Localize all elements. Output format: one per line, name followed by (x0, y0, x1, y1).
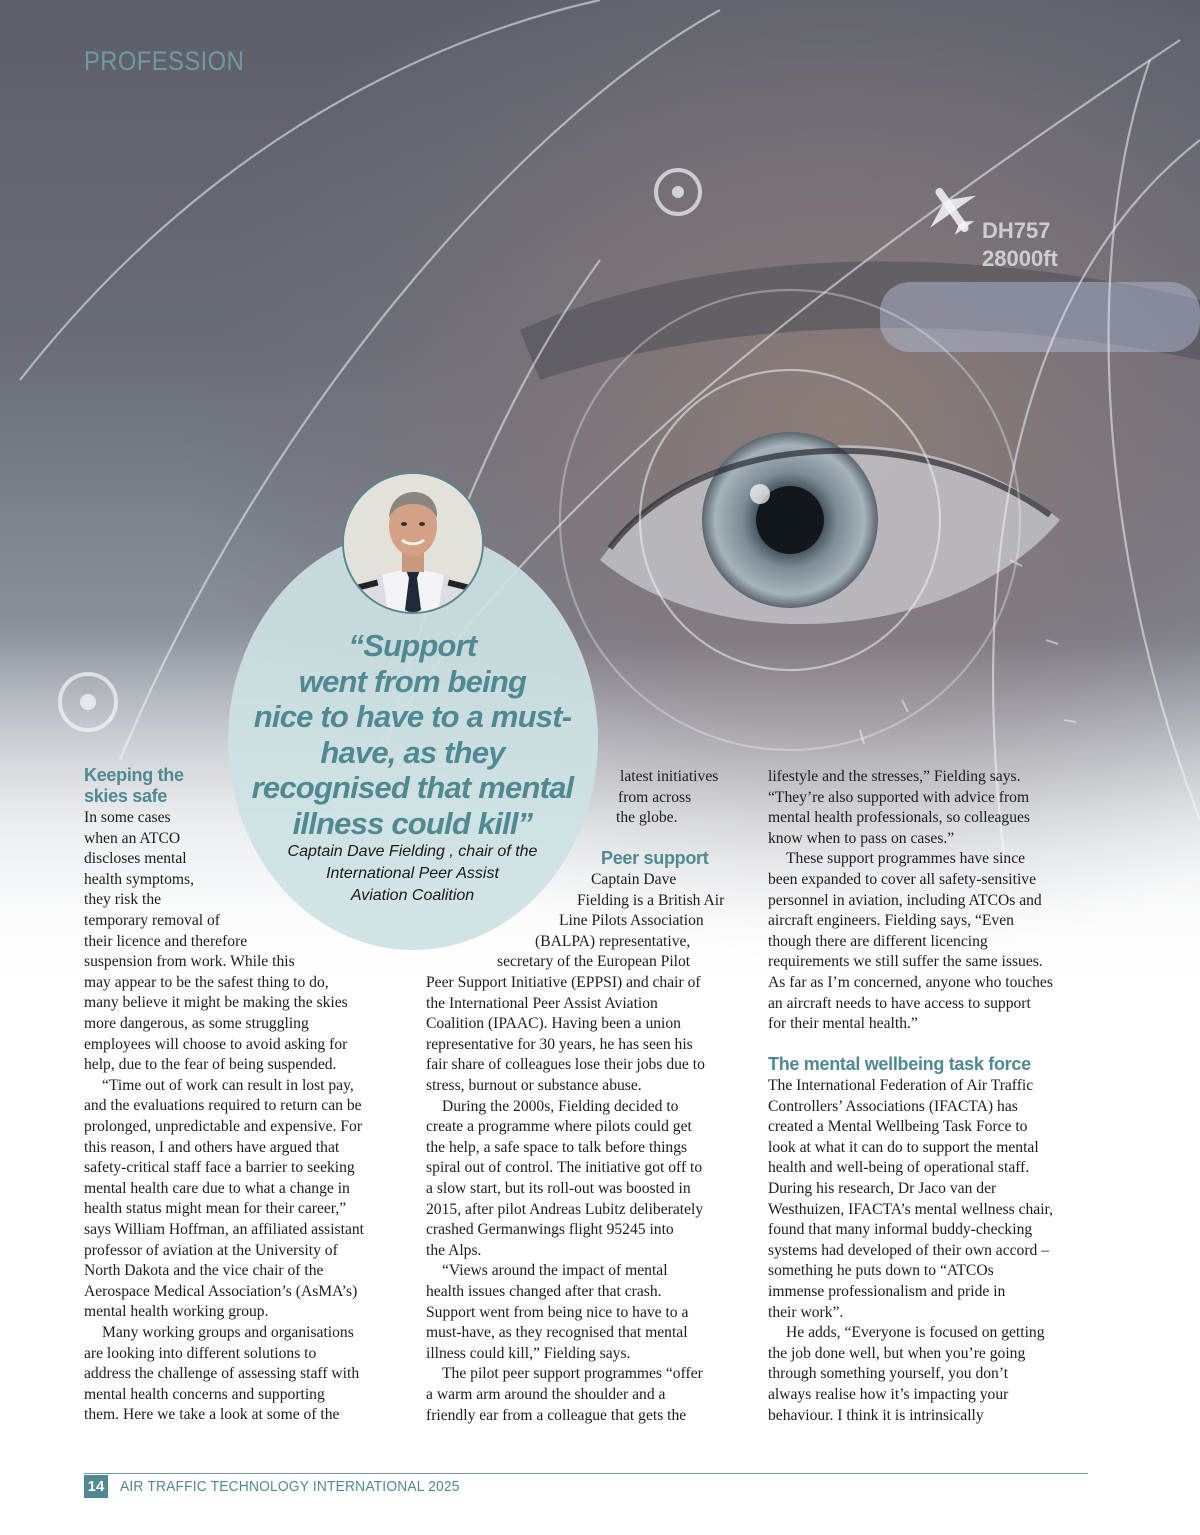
text-line: Coalition (IPAAC). Having been a union (426, 1015, 681, 1033)
text-line: mental health professionals, so colleagues (768, 809, 1030, 827)
text-line: the International Peer Assist Aviation (426, 994, 658, 1012)
text-line: discloses mental (84, 850, 187, 868)
section-heading: skies safe (84, 786, 168, 806)
text-line: the help, a safe space to talk before things (426, 1138, 688, 1156)
publication-title: AIR TRAFFIC TECHNOLOGY INTERNATIONAL 2025 (120, 1478, 460, 1495)
pull-quote-credit (265, 841, 560, 907)
pull-quote-line: have, as they (320, 734, 505, 770)
text-line: are looking into different solutions to (84, 1344, 317, 1362)
text-line: The International Federation of Air Traffic (768, 1077, 1034, 1094)
text-line: friendly ear from a colleague that gets the (426, 1406, 687, 1424)
text-line: for their mental health.” (768, 1015, 918, 1033)
text-line: systems had developed of their own accord – (768, 1241, 1050, 1259)
text-line: Many working groups and organisations (102, 1324, 354, 1341)
text-line: safety-critical staff face a barrier to seeking (84, 1159, 355, 1177)
text-line: Controllers’ Associations (IFACTA) has (768, 1097, 1018, 1115)
text-line: Peer Support Initiative (EPPSI) and chair of (426, 974, 701, 991)
pull-quote-line: went from being (298, 663, 527, 699)
text-line: address the challenge of assessing staff with (84, 1365, 360, 1383)
text-line: aircraft engineers. Fielding says, “Even (768, 912, 1014, 930)
text-line: The pilot peer support programmes “offer (442, 1365, 703, 1383)
text-line: Fielding is a British Air (577, 891, 725, 909)
section-heading: The mental wellbeing task force (768, 1054, 1031, 1074)
pull-quote-text (245, 628, 580, 841)
text-line: Support went from being nice to have to a (426, 1303, 689, 1321)
text-line: created a Mental Wellbeing Task Force to (768, 1118, 1028, 1136)
text-line: lifestyle and the stresses,” Fielding says. (768, 768, 1021, 785)
text-line: mental health care due to what a change in (84, 1179, 350, 1197)
text-line: These support programmes have since (786, 850, 1026, 868)
pull-quote-line: illness could kill” (292, 805, 533, 841)
text-line: During the 2000s, Fielding decided to (442, 1097, 679, 1115)
text-line: been expanded to cover all safety-sensitive (768, 871, 1037, 888)
text-line: they risk the (84, 891, 162, 909)
text-line: health and well-being of operational staff. (768, 1159, 1030, 1177)
text-line: suspension from work. While this (84, 953, 295, 971)
text-line: must-have, as they recognised that mental (426, 1324, 688, 1342)
text-line: the globe. (616, 809, 678, 827)
section-label: PROFESSION (84, 46, 245, 76)
footer-rule (84, 1473, 1088, 1474)
text-line: health status might mean for their career,” (84, 1200, 347, 1218)
text-line: representative for 30 years, he has seen his (426, 1035, 693, 1053)
text-line: “Views around the impact of mental (442, 1262, 668, 1280)
pull-quote-credit-line: Captain Dave Fielding , chair of the (287, 843, 538, 860)
portrait-photo (342, 472, 484, 614)
text-line: know when to pass on cases.” (768, 829, 955, 847)
text-line: personnel in aviation, including ATCOs and (768, 891, 1042, 909)
text-line: “Time out of work can result in lost pay, (102, 1076, 354, 1094)
text-line: through something yourself, you don’t (768, 1365, 1009, 1383)
text-line: Captain Dave (591, 871, 677, 888)
text-line: “They’re also supported with advice from (768, 788, 1030, 806)
text-line: create a programme where pilots could get (426, 1118, 692, 1136)
hud-label-flight: DH757 (982, 218, 1051, 243)
text-line: and the evaluations required to return can be (84, 1097, 362, 1115)
text-line: many believe it might be making the skies (84, 994, 348, 1012)
text-line: crashed Germanwings flight 95245 into (426, 1221, 674, 1239)
text-line: help, due to the fear of being suspended. (84, 1056, 337, 1074)
text-line: says William Hoffman, an affiliated assistant (84, 1221, 365, 1238)
text-line: In some cases (84, 809, 171, 826)
text-line: 2015, after pilot Andreas Lubitz deliberately (426, 1200, 704, 1218)
text-line: a slow start, but its roll-out was boosted in (426, 1180, 691, 1197)
text-line: As far as I’m concerned, anyone who touches (768, 974, 1053, 991)
text-line: their work”. (768, 1303, 844, 1321)
text-line: health symptoms, (84, 870, 195, 888)
text-line: the Alps. (426, 1241, 482, 1259)
text-line: illness could kill,” Fielding says. (426, 1344, 631, 1362)
section-heading: Keeping the (84, 765, 184, 785)
text-line: North Dakota and the vice chair of the (84, 1262, 324, 1280)
section-heading: Peer support (601, 848, 709, 868)
hud-label-altitude: 28000ft (982, 246, 1058, 271)
text-line: them. Here we take a look at some of the (84, 1406, 340, 1424)
text-line: Aerospace Medical Association’s (AsMA’s) (84, 1282, 358, 1300)
text-line: more dangerous, as some struggling (84, 1015, 309, 1032)
text-line: this reason, I and others have argued that (84, 1138, 340, 1156)
text-line: when an ATCO (84, 829, 181, 847)
text-line: fair share of colleagues lose their jobs due to (426, 1056, 705, 1074)
text-line: professor of aviation at the University of (84, 1241, 338, 1259)
text-line: look at what it can do to support the mental (768, 1138, 1039, 1156)
text-line: temporary removal of (84, 912, 220, 929)
text-line: Westhuizen, IFACTA’s mental wellness chair, (768, 1200, 1054, 1218)
text-line: an aircraft needs to have access to support (768, 994, 1031, 1012)
text-line: behaviour. I think it is intrinsically (768, 1406, 984, 1424)
pull-quote-line: nice to have to a must- (253, 699, 572, 734)
text-line: something he puts down to “ATCOs (768, 1262, 994, 1280)
text-line: He adds, “Everyone is focused on getting (786, 1324, 1045, 1342)
text-line: always realise how it’s impacting your (768, 1386, 1009, 1403)
text-line: immense professionalism and pride in (768, 1283, 1006, 1300)
pull-quote-credit-line: Aviation Coalition (350, 887, 475, 904)
text-line: a warm arm around the shoulder and a (426, 1386, 666, 1403)
text-line: stress, burnout or substance abuse. (426, 1077, 642, 1094)
text-line: from across (618, 788, 692, 806)
pull-quote-credit-line: International Peer Assist (326, 865, 499, 882)
text-line: secretary of the European Pilot (497, 953, 691, 971)
text-line: spiral out of control. The initiative got off to (426, 1159, 703, 1177)
pull-quote-line: “Support (348, 628, 477, 663)
text-line: (BALPA) representative, (535, 932, 691, 950)
text-line: mental health concerns and supporting (84, 1385, 325, 1403)
page-number: 14 (84, 1475, 108, 1498)
text-line: the job done well, but when you’re going (768, 1344, 1026, 1362)
text-line: health issues changed after that crash. (426, 1283, 662, 1300)
text-line: their licence and therefore (84, 932, 248, 950)
text-line: though there are different licencing (768, 932, 988, 950)
text-line: employees will choose to avoid asking for (84, 1035, 348, 1053)
text-line: requirements we still suffer the same issues. (768, 953, 1043, 971)
text-line: During his research, Dr Jaco van der (768, 1180, 997, 1197)
text-line: prolonged, unpredictable and expensive. For (84, 1118, 363, 1135)
text-line: mental health working group. (84, 1303, 269, 1321)
text-line: may appear to be the safest thing to do, (84, 973, 329, 991)
pull-quote-line: recognised that mental (251, 770, 574, 805)
text-line: found that many informal buddy-checking (768, 1221, 1033, 1239)
text-line: Line Pilots Association (559, 912, 704, 930)
text-line: latest initiatives (620, 768, 719, 785)
